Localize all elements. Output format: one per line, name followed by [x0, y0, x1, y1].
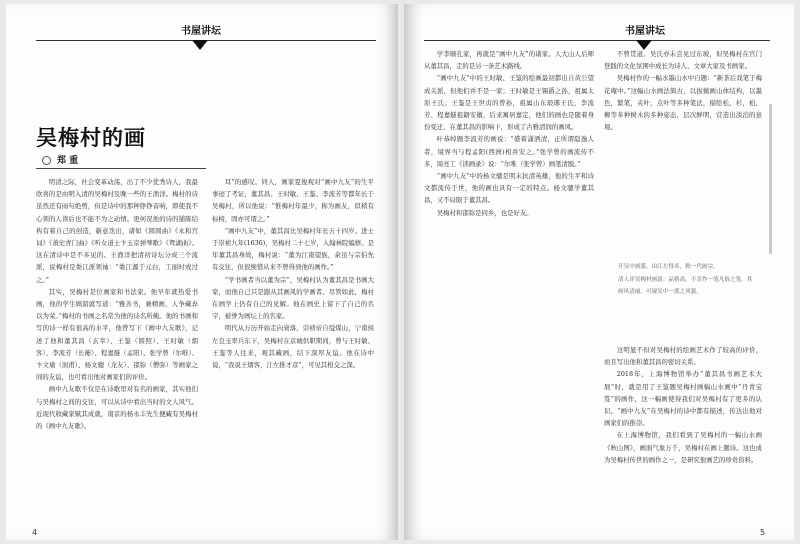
left-column-1 [36, 176, 198, 522]
paragraph: “画中九友”中的王时敏、王鉴的绘画最初都出自黄公望成关派，但他们并不是一家；王时敏是王锡爵之孙，祖属太原王氏；王鉴是王世贞的曾孙，祖属山东琅琊王氏，李流芳、程嘉燧祖籍安徽，后来寓居嘉定，他们的画也是随着身份变迁、在董其昌的影响下，形成了古雅清润的画风。 [424, 74, 594, 132]
paragraph: 吴梅村和邵弥是同乡，也是好友。 [436, 208, 533, 217]
bullet-icon [42, 156, 51, 165]
paragraph: 画中九友歌不仅是在诗歌里对有名的画家，其实他们与吴梅村之间的交往，可以从诗中看出当时的文人风气。近现代收藏家赋其成就，南京的杨永丰先生便藏有吴梅村的《画中九友歌》。 [36, 385, 198, 431]
paragraph: 在上海博物馆，我们看到了吴梅村的一幅山水画《秋山图》，画面气象万千，吴梅村在画上题诗。这也成为吴梅村传世的画作之一，是研究他画艺的珍贵资料。 [604, 431, 762, 464]
running-header-left: 书屋讲坛 [181, 26, 221, 37]
paragraph: 明清之际，社会变革动荡，出了不少优秀诗人，我最欣喜的是由明入清的吴梅村及晚一些的王渔洋。梅村的诗虽然还有雨句绝剪，但是诗中的那种铮铮音响，即使我不心领的人读后也不能不为之动情。更何况他的诗的铺陈结构有着自己的创造，新意迭出，诸如《圆圆曲》《永和宫词》《萧史青门曲》《听女道士卞玉京弹琴歌》《鸳湖曲》。这在清诗中是不多见的。王渔洋把清初诗坛分成三个流派，说梅村是娄江派领袖：“娄江源于元白，工丽时或过之。” [36, 178, 198, 284]
right-column-1 [424, 48, 594, 524]
article-author: 郑 重 [57, 156, 79, 166]
page-number-left: 4 [32, 528, 38, 537]
page-number-right: 5 [760, 528, 766, 537]
title-rule [36, 168, 206, 169]
paragraph: 其实，吴梅村是位画家和书法家。他早年就热爱书画，他的学生顾湄就写道：“雅善书，兼精画，人争藏弆以为荣。”梅村的书画之名常为他的诗名所掩。他的书画和写的诗一样有很高的水平，他曾写下《画中九友歌》，记述了他和董其昌（玄宰）、王鉴（圆照）、王时敏（烟客）、李流芳（长蘅）、程嘉燧（孟阳）、张学曾（尔唯）、卞文瑜（润甫）、杨文骢（龙友）、邵弥（僧弥）等画家之间的友谊，也可看出他对画家们的评价。 [36, 287, 198, 382]
left-page [6, 4, 398, 540]
paragraph: 叶恭绰题李流芳的画说：“盛着潇洒清，正所谓隐逸人者，境界当与程孟阳(西洲)相并安之。”张学曾的画流传不多，周亮工《读画录》说：“尔唯（张学曾）画笔清脱。” [424, 135, 594, 168]
right-column-2-top [604, 48, 762, 260]
paragraph: “学书画者当以董为宗”，吴梅村认为董其昌是书画大家，而他自己只是跟从其画风的学画者。尽管如此，梅村在画学上仍有自己的见解。他在画史上留下了自己的名字，被誉为画坛上的名家。 [212, 275, 374, 321]
paragraph: “画中九友”中，董其昌比吴梅村年长五十四岁。进士于崇祯九年(1636)，吴梅村二十七岁，入翰林院编修。是年董其昌身故，梅村说：“董为江南望族，余虽与宗伯先有交往，但很惋惜从来不曾得到他的画作。” [212, 226, 374, 272]
right-column-2-bottom [604, 344, 762, 524]
block-quote [618, 261, 756, 341]
article-title: 吴梅村的画 [36, 126, 146, 150]
left-column-2 [212, 176, 374, 522]
quote-line: 清人评吴梅村画说：品格高，不肯作一笔凡俗之笔。其画风清丽，可窥吴中一派之风貌。 [618, 276, 753, 296]
paragraph: 明代从万历开始走向衰落，崇祯帝自缢煤山，宁南侯左良玉率兵东下，吴梅村在京城供职期间，曾与王时敏、王鉴等人往来，观其藏画，结下深厚友谊。他在诗中说，“我说王烟客，江左推才彦”，可见其相交之深。 [212, 324, 374, 370]
paragraph: 不曾贯道。吴氏亦未尝见过东坡，但吴梅村在宫门登践的文化氛围中成长为诗人、文章大家及书画家。 [604, 50, 762, 71]
header-marker-left [192, 40, 208, 50]
paragraph: “画中九友”中的杨文骢是明末抗清英雄，他的生平和诗文都流传于世，他的画也具有一定的特点。杨文骢学董其昌，又不局限于董其昌。 [424, 172, 594, 205]
margin-bar [769, 104, 772, 254]
quote-line: 开吴中画派，由江左得名，称一代画宗。 [618, 264, 719, 270]
header-rule-right [424, 40, 770, 41]
paragraph: 吴梅村作的一幅水墨山水中自题：“新茶后戏笔于梅花庵中。”这幅山水画法简古，以拔皴画山体结构，以墨色，繁笔，夹叶，点叶等多种笔法，描绘松、杉，桕，柳等多种树木的多种姿态，层次鲜明，营造出淡泊的意境。 [604, 74, 762, 132]
running-header-right: 书屋讲坛 [625, 26, 665, 37]
paragraph: 学李顺孔家，再就是“画中九友”的诸家。人大山人后师从董其昌，走的是另一条艺术路线。 [424, 50, 594, 71]
article-byline [42, 153, 78, 166]
paragraph: 这明显不但对吴梅村的绘画艺术作了较高的评价，而且写出他和董其昌的密切关系。 [604, 346, 762, 367]
right-page [404, 4, 794, 540]
paragraph: 2018年，上海博物馆举办“董其昌书画艺术大展”时，就是用了王鉴题吴梅村画幅山水画中“丹青宝笈”的画作，这一幅画使得我们对吴梅村有了更多的认识。“画中九友”在吴梅村的诗中都有描述，传达出他对画家们的推崇。 [604, 370, 762, 428]
paragraph: 耳”的感叹。同人，画家夏俊观对“画中九友”的生平事迹了考证，董其昌、王时敏、王鉴、李流芳等都年长于吴梅村，所以他说：“惟梅村年最少，称为画友，似稍有标榜，固亦可谓之。” [212, 178, 374, 223]
